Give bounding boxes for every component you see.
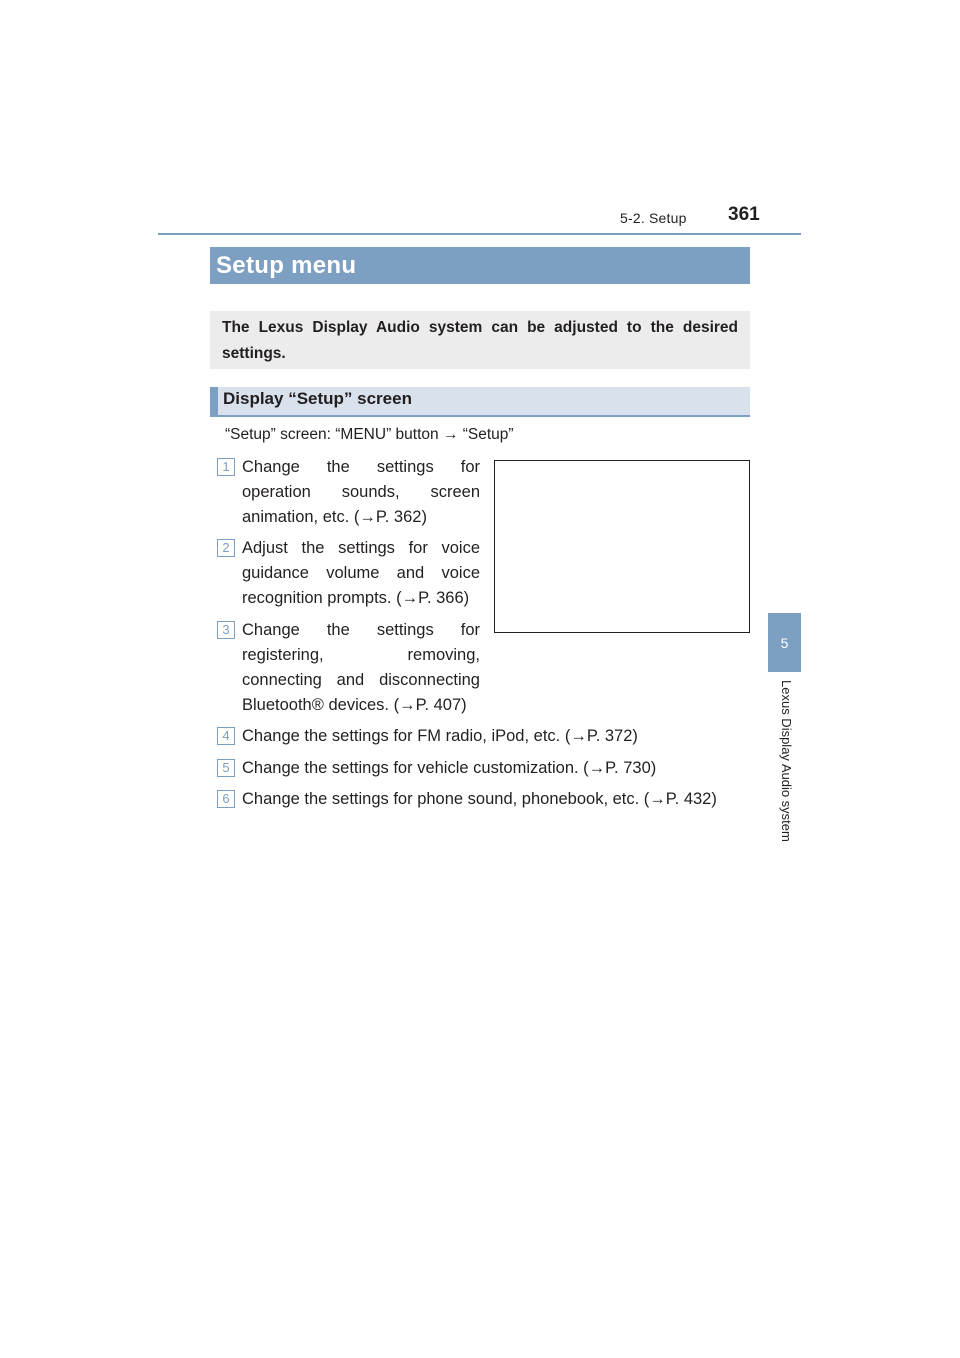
intro-text: The Lexus Display Audio system can be adjusted to the desired settings.: [222, 319, 738, 362]
list-item: [222, 724, 762, 749]
list-item: [222, 756, 762, 781]
intro-box: [210, 311, 750, 369]
item-text: Change the settings for registering, removing, connecting and disconnecting Bluetooth® devices. (→P. 407): [242, 621, 480, 714]
screen-image-placeholder: [494, 460, 750, 633]
item-text: Change the settings for phone sound, phonebook, etc. (→P. 432): [242, 790, 717, 808]
callout-number: 3: [217, 621, 235, 639]
subsection-accent: [210, 387, 218, 415]
list-item: [222, 455, 480, 530]
page-number: 361: [728, 204, 760, 225]
header-rule: [158, 233, 801, 235]
item-text: Change the settings for vehicle customization. (→P. 730): [242, 759, 657, 777]
page-title: Setup menu: [210, 247, 750, 284]
navigation-path: “Setup” screen: “MENU” button → “Setup”: [225, 426, 514, 443]
callout-number: 2: [217, 539, 235, 557]
subsection-title: Display “Setup” screen: [223, 389, 412, 408]
chapter-tab: [768, 613, 801, 672]
item-text: Change the settings for FM radio, iPod, etc. (→P. 372): [242, 727, 638, 745]
callout-number: 6: [217, 790, 235, 808]
chapter-number: 5: [780, 634, 789, 651]
item-text: Adjust the settings for voice guidance volume and voice recognition prompts. (→P. 366): [242, 539, 480, 607]
callout-number: 5: [217, 759, 235, 777]
list-item: [222, 787, 762, 812]
item-text: Change the settings for operation sounds, screen animation, etc. (→P. 362): [242, 458, 480, 526]
chapter-title: Lexus Display Audio system: [779, 680, 794, 842]
callout-number: 4: [217, 727, 235, 745]
list-item: [222, 536, 480, 611]
section-label: 5-2. Setup: [620, 210, 687, 226]
list-item: [222, 618, 480, 718]
callout-number: 1: [217, 458, 235, 476]
subsection-header: [210, 387, 750, 417]
